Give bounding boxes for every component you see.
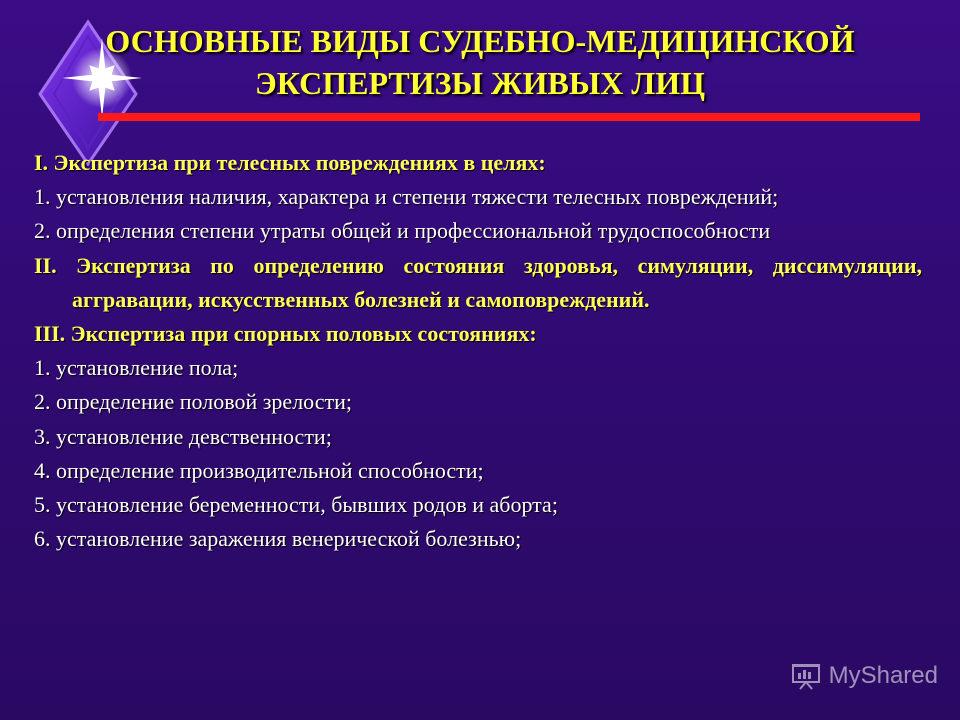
watermark-text: MyShared [828, 662, 938, 689]
watermark [791, 662, 938, 690]
section-1-item-2: 2. определения степени утраты общей и профессиональной трудоспособности [34, 218, 771, 244]
section-3-item-1: 1. установление пола; [34, 355, 239, 381]
title-line-2: ЭКСПЕРТИЗЫ ЖИВЫХ ЛИЦ [255, 65, 705, 101]
title-line-1: ОСНОВНЫЕ ВИДЫ СУДЕБНО-МЕДИЦИНСКОЙ [105, 23, 855, 59]
section-3-item-4: 4. определение производительной способности; [34, 457, 484, 483]
section-1-heading: I. Экспертиза при телесных повреждениях в целях: [34, 150, 546, 175]
section-3-item-2: 2. определение половой зрелости; [34, 389, 352, 415]
section-3-heading: III. Экспертиза при спорных половых состояниях: [34, 321, 537, 347]
slide-body [34, 146, 922, 556]
title-underline [98, 113, 920, 121]
presentation-board-icon [791, 662, 821, 690]
section-3-item-3: 3. установление девственности; [34, 423, 332, 449]
section-3-item-6: 6. установление заражения венерической болезнью; [34, 526, 522, 552]
section-2-heading: II. Экспертиза по определению состояния здоровья, симуляции, диссимуляции, аггравации, искусственных болезней и самоповреждений. [34, 252, 922, 312]
slide-title [40, 20, 920, 104]
section-3-item-5: 5. установление беременности, бывших родов и аборта; [34, 492, 558, 518]
section-1-item-1: 1. установления наличия, характера и степени тяжести телесных повреждений; [34, 184, 779, 210]
